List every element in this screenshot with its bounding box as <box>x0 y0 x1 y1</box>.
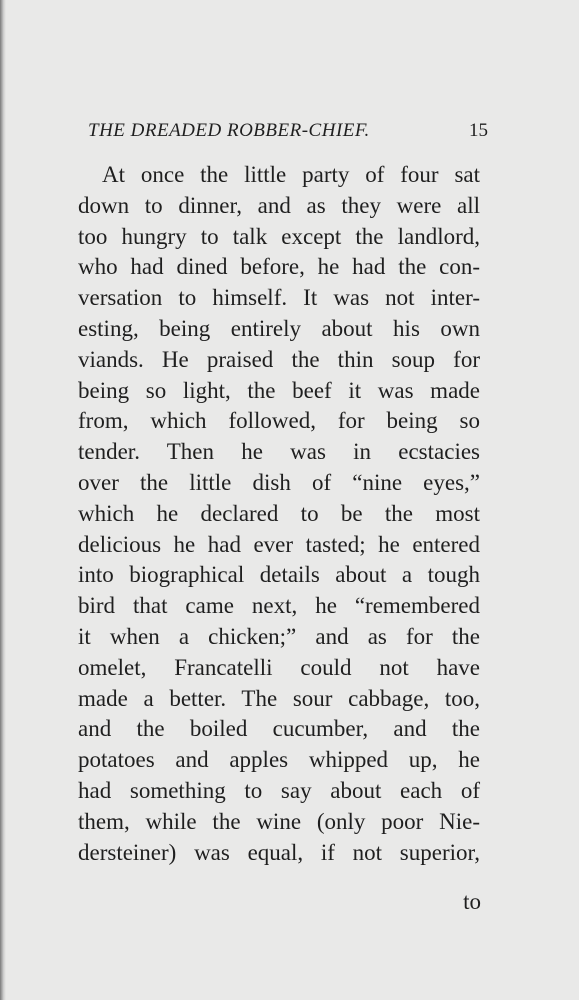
page-number: 15 <box>469 120 488 141</box>
text-line: had something to say about each of <box>78 777 480 803</box>
catchword: to <box>463 889 481 914</box>
text-line: who had dined before, he had the con- <box>78 254 480 280</box>
text-line: At once the little party of four sat <box>102 162 480 187</box>
text-line: down to dinner, and as they were all <box>78 192 480 218</box>
text-line: delicious he had ever tasted; he entered <box>78 531 480 557</box>
text-line: which he declared to be the most <box>78 500 480 526</box>
text-line: viands. He praised the thin soup for <box>78 346 480 372</box>
text-line: potatoes and apples whipped up, he <box>78 747 480 773</box>
page-edge-shadow <box>0 0 6 1000</box>
text-line: being so light, the beef it was made <box>78 377 480 403</box>
text-line: made a better. The sour cabbage, too, <box>78 685 480 711</box>
body-paragraph <box>78 160 480 868</box>
text-line: and the boiled cucumber, and the <box>78 716 480 742</box>
text-line: versation to himself. It was not inter- <box>78 285 480 311</box>
text-line: esting, being entirely about his own <box>78 315 480 341</box>
text-line: omelet, Francatelli could not have <box>78 654 480 680</box>
text-line: tender. Then he was in ecstacies <box>78 439 480 465</box>
text-line: them, while the wine (only poor Nie- <box>78 808 480 834</box>
text-line: it when a chicken;” and as for the <box>78 623 480 649</box>
text-line: over the little dish of “nine eyes,” <box>78 469 480 495</box>
text-line: from, which followed, for being so <box>78 408 480 434</box>
text-line: bird that came next, he “remembered <box>78 593 480 619</box>
text-line: into biographical details about a tough <box>78 562 480 588</box>
text-line: too hungry to talk except the landlord, <box>78 223 480 249</box>
page-header <box>88 117 488 145</box>
running-title: THE DREADED ROBBER-CHIEF. <box>88 120 370 141</box>
text-line: dersteiner) was equal, if not superior, <box>78 839 480 865</box>
